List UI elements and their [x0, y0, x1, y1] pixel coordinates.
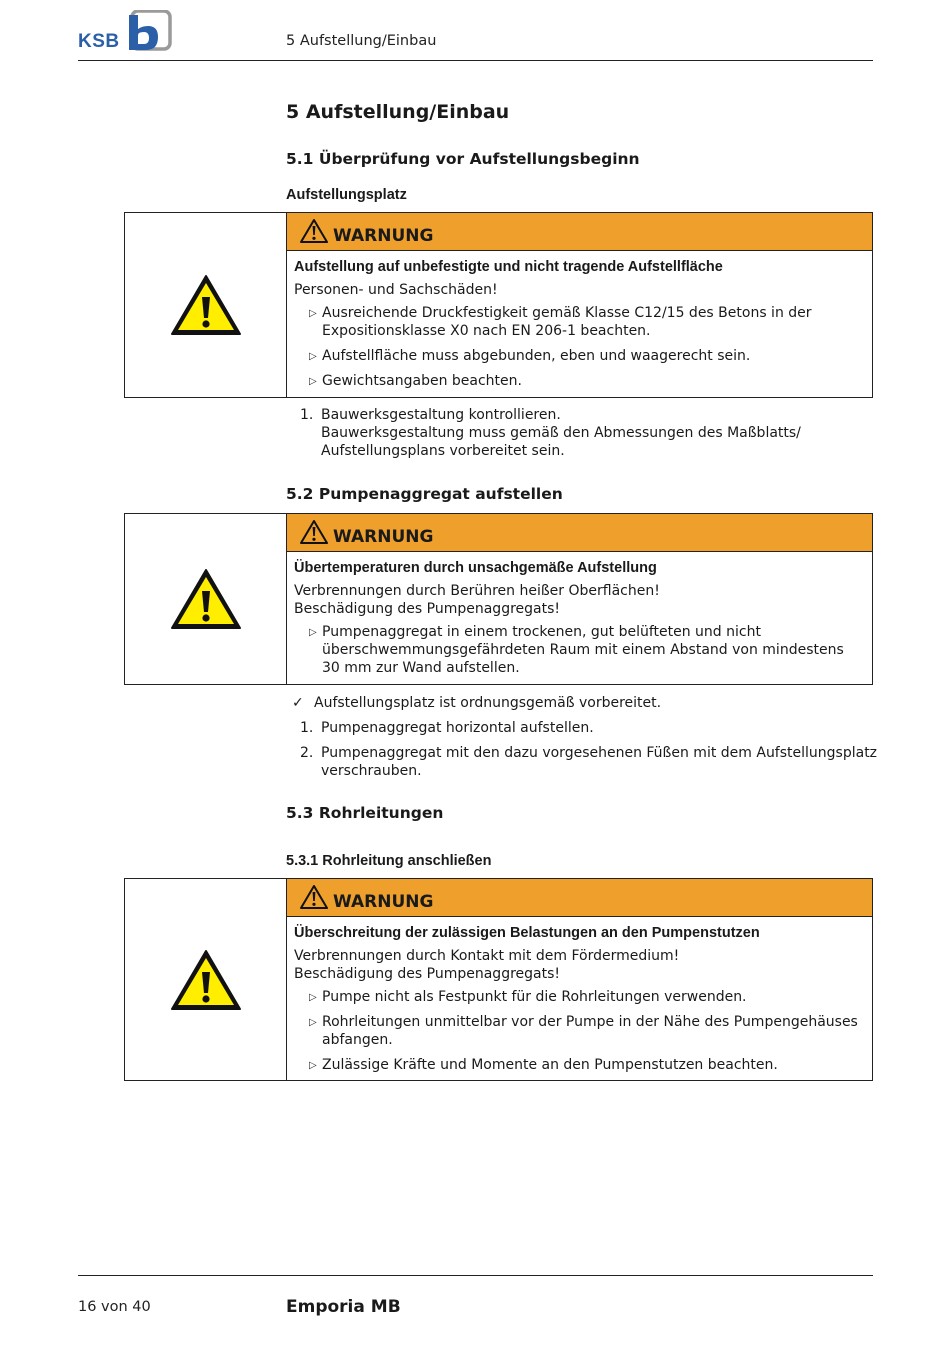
product-name: Emporia MB — [286, 1297, 401, 1317]
section-title: 5 Aufstellung/Einbau — [286, 101, 510, 123]
ksb-logo-text: KSB — [78, 31, 120, 52]
subsection-5-3-title: 5.3 Rohrleitungen — [286, 804, 444, 822]
triangle-bullet-icon: ▷ — [309, 308, 317, 319]
warning-box-2 — [124, 513, 873, 685]
warning-title: Übertemperaturen durch unsachgemäße Aufstellung — [294, 560, 657, 576]
warning-consequence: Beschädigung des Pumpenaggregats! — [294, 966, 561, 982]
triangle-bullet-icon: ▷ — [309, 1060, 317, 1071]
triangle-bullet-icon: ▷ — [309, 351, 317, 362]
subsection-5-3-1-title: 5.3.1 Rohrleitung anschließen — [286, 853, 492, 869]
warning-signal-icon — [300, 519, 328, 545]
warning-signal-icon — [300, 218, 328, 244]
subsection-5-1-title: 5.1 Überprüfung vor Aufstellungsbeginn — [286, 150, 640, 168]
warning-signal-icon — [300, 884, 328, 910]
hazard-triangle-icon — [170, 567, 242, 631]
warning-box-3 — [124, 878, 873, 1081]
triangle-bullet-icon: ▷ — [309, 376, 317, 387]
running-header-title: 5 Aufstellung/Einbau — [286, 33, 437, 49]
steps-5-2 — [286, 694, 876, 787]
warning-measure-item: ▷ Ausreichende Druckfestigkeit gemäß Klasse C12/15 des Betons in der Expositionsklasse X0 nach EN 206-1 beachten. — [309, 305, 812, 339]
triangle-bullet-icon: ▷ — [309, 627, 317, 638]
step-item: 1. Bauwerksgestaltung kontrollieren. Bauwerksgestaltung muss gemäß den Abmessungen des Maßblatts/ Aufstellungsplans vorbereitet sein. — [300, 407, 801, 459]
warning-header — [287, 213, 872, 251]
warning-measure-item: ▷ Pumpe nicht als Festpunkt für die Rohrleitungen verwenden. — [309, 989, 747, 1005]
warning-measure-item: ▷ Zulässige Kräfte und Momente an den Pumpenstutzen beachten. — [309, 1057, 778, 1073]
step-item: 2. Pumpenaggregat mit den dazu vorgesehenen Füßen mit dem Aufstellungsplatz verschrauben. — [300, 745, 878, 779]
warning-hazard-panel — [125, 213, 287, 397]
warning-header — [287, 514, 872, 552]
hazard-triangle-icon — [170, 948, 242, 1012]
warning-hazard-panel — [125, 879, 287, 1080]
warning-consequence: Verbrennungen durch Kontakt mit dem Fördermedium! — [294, 948, 680, 964]
check-item: ✓ Aufstellungsplatz ist ordnungsgemäß vorbereitet. — [292, 695, 662, 711]
header-rule — [78, 60, 873, 61]
warning-box-1 — [124, 212, 873, 398]
warning-signal-word: WARNUNG — [333, 527, 434, 547]
hazard-triangle-icon — [170, 273, 242, 337]
warning-measure-item: ▷ Gewichtsangaben beachten. — [309, 373, 522, 389]
subsection-5-2-title: 5.2 Pumpenaggregat aufstellen — [286, 485, 563, 503]
ksb-logo-mark-icon — [128, 10, 172, 52]
checkmark-icon: ✓ — [292, 695, 304, 711]
warning-hazard-panel — [125, 514, 287, 684]
footer-rule — [78, 1275, 873, 1276]
warning-title: Aufstellung auf unbefestigte und nicht tragende Aufstellfläche — [294, 259, 723, 275]
warning-signal-word: WARNUNG — [333, 892, 434, 912]
warning-signal-word: WARNUNG — [333, 226, 434, 246]
subsection-5-1-subtitle: Aufstellungsplatz — [286, 187, 407, 203]
warning-consequence: Verbrennungen durch Berühren heißer Oberflächen! — [294, 583, 660, 599]
page-number: 16 von 40 — [78, 1299, 151, 1315]
warning-measure-item: ▷ Pumpenaggregat in einem trockenen, gut belüfteten und nicht überschwemmungsgefährdeten Raum mit einem Abstand von mindestens 30 mm zur Wand aufstellen. — [309, 624, 844, 676]
triangle-bullet-icon: ▷ — [309, 992, 317, 1003]
step-item: 1. Pumpenaggregat horizontal aufstellen. — [300, 720, 594, 736]
warning-header — [287, 879, 872, 917]
steps-5-1 — [286, 406, 876, 467]
warning-consequence: Personen- und Sachschäden! — [294, 282, 498, 298]
warning-measure-item: ▷ Aufstellfläche muss abgebunden, eben und waagerecht sein. — [309, 348, 751, 364]
warning-title: Überschreitung der zulässigen Belastungen an den Pumpenstutzen — [294, 925, 760, 941]
warning-consequence: Beschädigung des Pumpenaggregats! — [294, 601, 561, 617]
warning-measure-item: ▷ Rohrleitungen unmittelbar vor der Pumpe in der Nähe des Pumpengehäuses abfangen. — [309, 1014, 858, 1048]
triangle-bullet-icon: ▷ — [309, 1017, 317, 1028]
